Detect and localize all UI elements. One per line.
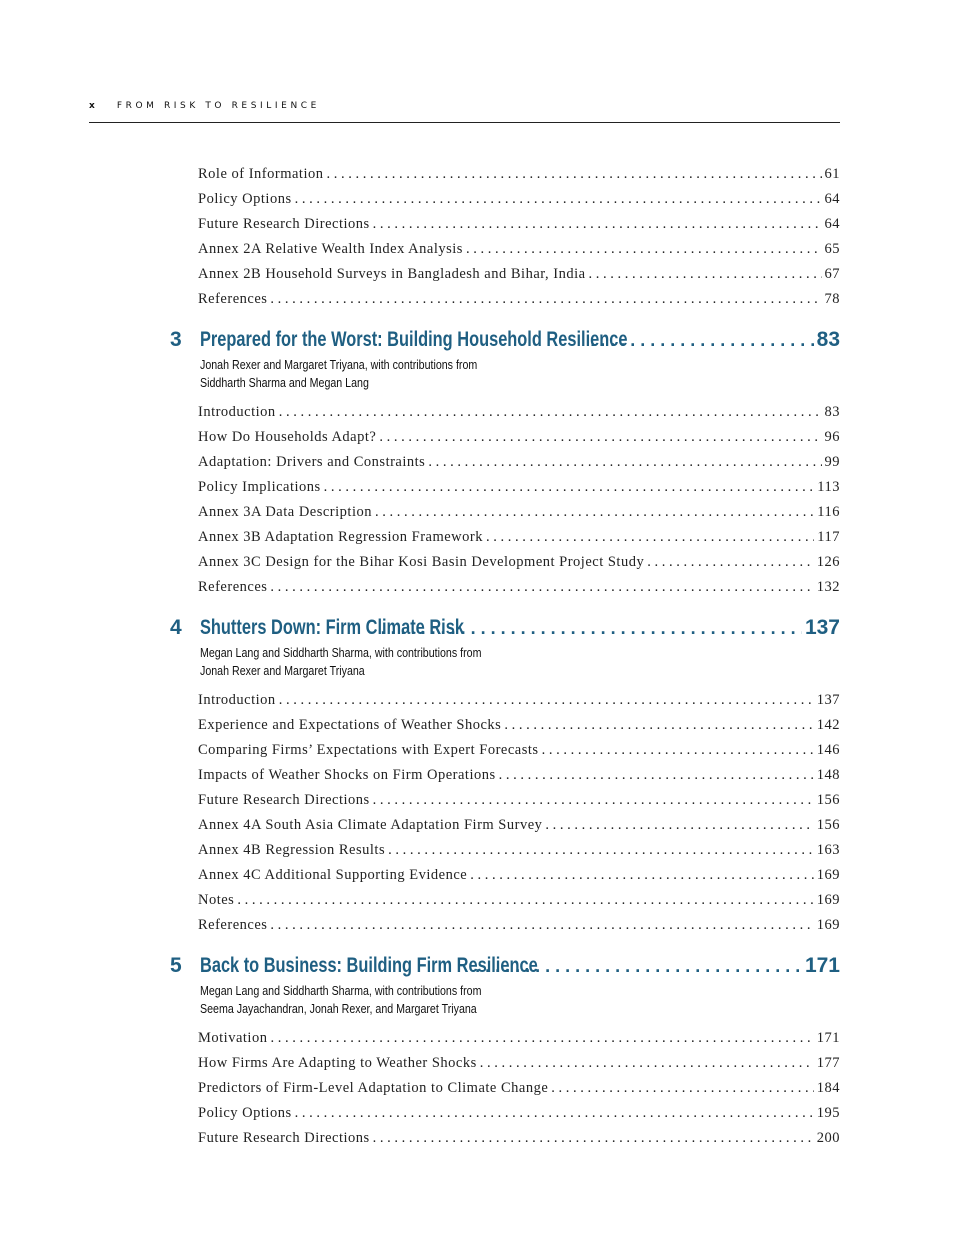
toc-entry-title: Annex 2B Household Surveys in Bangladesh and Bihar, India [198,266,586,282]
toc-entry-page: 169 [816,867,840,883]
chapter-authors [200,356,840,392]
leader-dots [279,404,822,421]
author-line: Siddharth Sharma and Megan Lang [200,375,369,390]
leader-dots [324,479,815,496]
toc-entry[interactable] [198,817,840,842]
toc-entry[interactable] [198,1105,840,1130]
toc-entry[interactable] [198,241,840,266]
toc-entry[interactable] [198,291,840,316]
leader-dots [647,554,814,571]
toc-entry-page: 132 [816,579,840,595]
toc-entry[interactable] [198,692,840,717]
toc-entry-title: Role of Information [198,166,324,182]
leader-dots [279,692,814,709]
chapter-number: 4 [170,616,182,639]
toc-entry[interactable] [198,429,840,454]
toc-entry[interactable] [198,842,840,867]
running-title: FROM RISK TO RESILIENCE [116,101,320,111]
leader-dots [379,429,821,446]
leader-dots [375,504,814,521]
leader-dots [428,454,821,471]
toc-entry-page: 146 [816,742,840,758]
author-line: Seema Jayachandran, Jonah Rexer, and Margaret Triyana [200,1001,477,1016]
toc-entry-page: 148 [816,767,840,783]
leader-dots [270,579,813,596]
toc-entry-page: 83 [824,404,840,420]
leader-dots [270,1030,813,1047]
leader-dots [542,742,814,759]
leader-dots [326,166,821,183]
toc-entry[interactable] [198,917,840,942]
chapter-heading[interactable] [170,328,840,356]
toc-entry-title: References [198,291,268,307]
chapter-heading[interactable] [170,954,840,982]
toc-entry-title: Impacts of Weather Shocks on Firm Operations [198,767,496,783]
chapter-page: 137 [804,616,840,639]
leader-dots [480,1055,814,1072]
toc-entry-page: 169 [816,892,840,908]
toc-entry-title: Motivation [198,1030,268,1046]
toc-entry-page: 184 [816,1080,840,1096]
leader-dots [466,241,822,258]
toc-entry-title: Policy Options [198,191,292,207]
toc-entry-page: 137 [816,692,840,708]
toc-entry-title: Annex 4C Additional Supporting Evidence [198,867,468,883]
toc-entry-title: Future Research Directions [198,216,370,232]
toc-entry-page: 156 [816,792,840,808]
toc-entry-page: 169 [816,917,840,933]
chapter-heading[interactable] [170,616,840,644]
toc-entry-page: 78 [824,291,840,307]
toc-entry[interactable] [198,717,840,742]
toc-entry-page: 113 [817,479,840,495]
toc-entry-page: 171 [816,1030,840,1046]
author-line: Jonah Rexer and Margaret Triyana, with contributions from [200,357,478,372]
toc-entry-page: 163 [816,842,840,858]
running-header [89,101,320,111]
leader-dots [499,767,814,784]
toc-entry-title: Introduction [198,692,276,708]
toc-entry-title: Annex 4A South Asia Climate Adaptation Firm Survey [198,817,543,833]
toc-entry[interactable] [198,742,840,767]
toc-entry[interactable] [198,1030,840,1055]
toc-entry-title: Annex 2A Relative Wealth Index Analysis [198,241,463,257]
toc-entry[interactable] [198,216,840,241]
toc-entry-page: 99 [824,454,840,470]
toc-entry[interactable] [198,767,840,792]
chapter-title: Back to Business: Building Firm Resilience [200,954,538,977]
toc-entry[interactable] [198,867,840,892]
toc-entry-page: 61 [824,166,840,182]
header-rule [89,122,840,123]
leader-dots [545,817,813,834]
toc-entry-title: Annex 3C Design for the Bihar Kosi Basin Development Project Study [198,554,645,570]
toc-entry[interactable] [198,554,840,579]
leader-dots [470,867,814,884]
leader-dots [589,266,822,283]
toc-entry-title: Annex 4B Regression Results [198,842,386,858]
toc-entry[interactable] [198,166,840,191]
leader-dots [373,216,822,233]
toc-entry-title: References [198,917,268,933]
toc-entry-title: Future Research Directions [198,1130,370,1146]
toc-entry-title: Comparing Firms’ Expectations with Expert Forecasts [198,742,539,758]
leader-dots [551,1080,813,1097]
toc-entry[interactable] [198,792,840,817]
leader-dots [373,1130,814,1147]
toc-entry-page: 156 [816,817,840,833]
toc-entry-page: 117 [817,529,840,545]
toc-entry[interactable] [198,1130,840,1155]
toc-entry-title: How Firms Are Adapting to Weather Shocks [198,1055,477,1071]
toc-entry-title: References [198,579,268,595]
toc-entry-title: Annex 3B Adaptation Regression Framework [198,529,483,545]
toc-entry-title: Future Research Directions [198,792,370,808]
toc-entry-page: 200 [816,1130,840,1146]
author-line: Jonah Rexer and Margaret Triyana [200,663,365,678]
toc-entry-page: 64 [824,191,840,207]
chapter-page: 83 [816,328,840,351]
toc-entry-title: Experience and Expectations of Weather Shocks [198,717,502,733]
leader-dots [270,917,813,934]
toc-entry[interactable] [198,479,840,504]
toc-entry-title: Annex 3A Data Description [198,504,372,520]
toc-entry[interactable] [198,529,840,554]
leader-dots [295,191,822,208]
toc-entry-page: 116 [817,504,840,520]
author-line: Megan Lang and Siddharth Sharma, with contributions from [200,983,482,998]
leader-dots [388,842,814,859]
leader-dots [237,892,813,909]
toc-entry-title: Introduction [198,404,276,420]
toc-entry-title: Adaptation: Drivers and Constraints [198,454,426,470]
toc-entry[interactable] [198,504,840,529]
toc-entry[interactable] [198,892,840,917]
toc-entry-title: How Do Households Adapt? [198,429,377,445]
toc-entry-page: 96 [824,429,840,445]
toc-entry-page: 67 [824,266,840,282]
author-line: Megan Lang and Siddharth Sharma, with contributions from [200,645,482,660]
page-folio: x [89,101,95,111]
toc-entry-title: Policy Implications [198,479,321,495]
chapter-number: 5 [170,954,182,977]
leader-dots [295,1105,814,1122]
leader-dots [486,529,814,546]
chapter-title: Shutters Down: Firm Climate Risk [200,616,464,639]
toc-entry-title: Notes [198,892,235,908]
toc-entry-page: 126 [816,554,840,570]
leader-dots [373,792,814,809]
chapter-title: Prepared for the Worst: Building Household Resilience [200,328,628,351]
toc-entry[interactable] [198,454,840,479]
leader-dots [504,717,813,734]
chapter-authors [200,644,840,680]
table-of-contents [170,166,840,1155]
toc-entry[interactable] [198,266,840,291]
toc-entry[interactable] [198,191,840,216]
toc-entry-page: 64 [824,216,840,232]
toc-entry-title: Policy Options [198,1105,292,1121]
chapter-page: 171 [804,954,840,977]
toc-entry-page: 142 [816,717,840,733]
toc-entry-page: 65 [824,241,840,257]
chapter-authors [200,982,840,1018]
toc-entry-page: 195 [816,1105,840,1121]
toc-entry-title: Predictors of Firm-Level Adaptation to Climate Change [198,1080,549,1096]
toc-entry[interactable] [198,1055,840,1080]
toc-entry[interactable] [198,1080,840,1105]
toc-entry-page: 177 [816,1055,840,1071]
toc-entry[interactable] [198,404,840,429]
toc-entry[interactable] [198,579,840,604]
leader-dots [270,291,821,308]
chapter-number: 3 [170,328,182,351]
